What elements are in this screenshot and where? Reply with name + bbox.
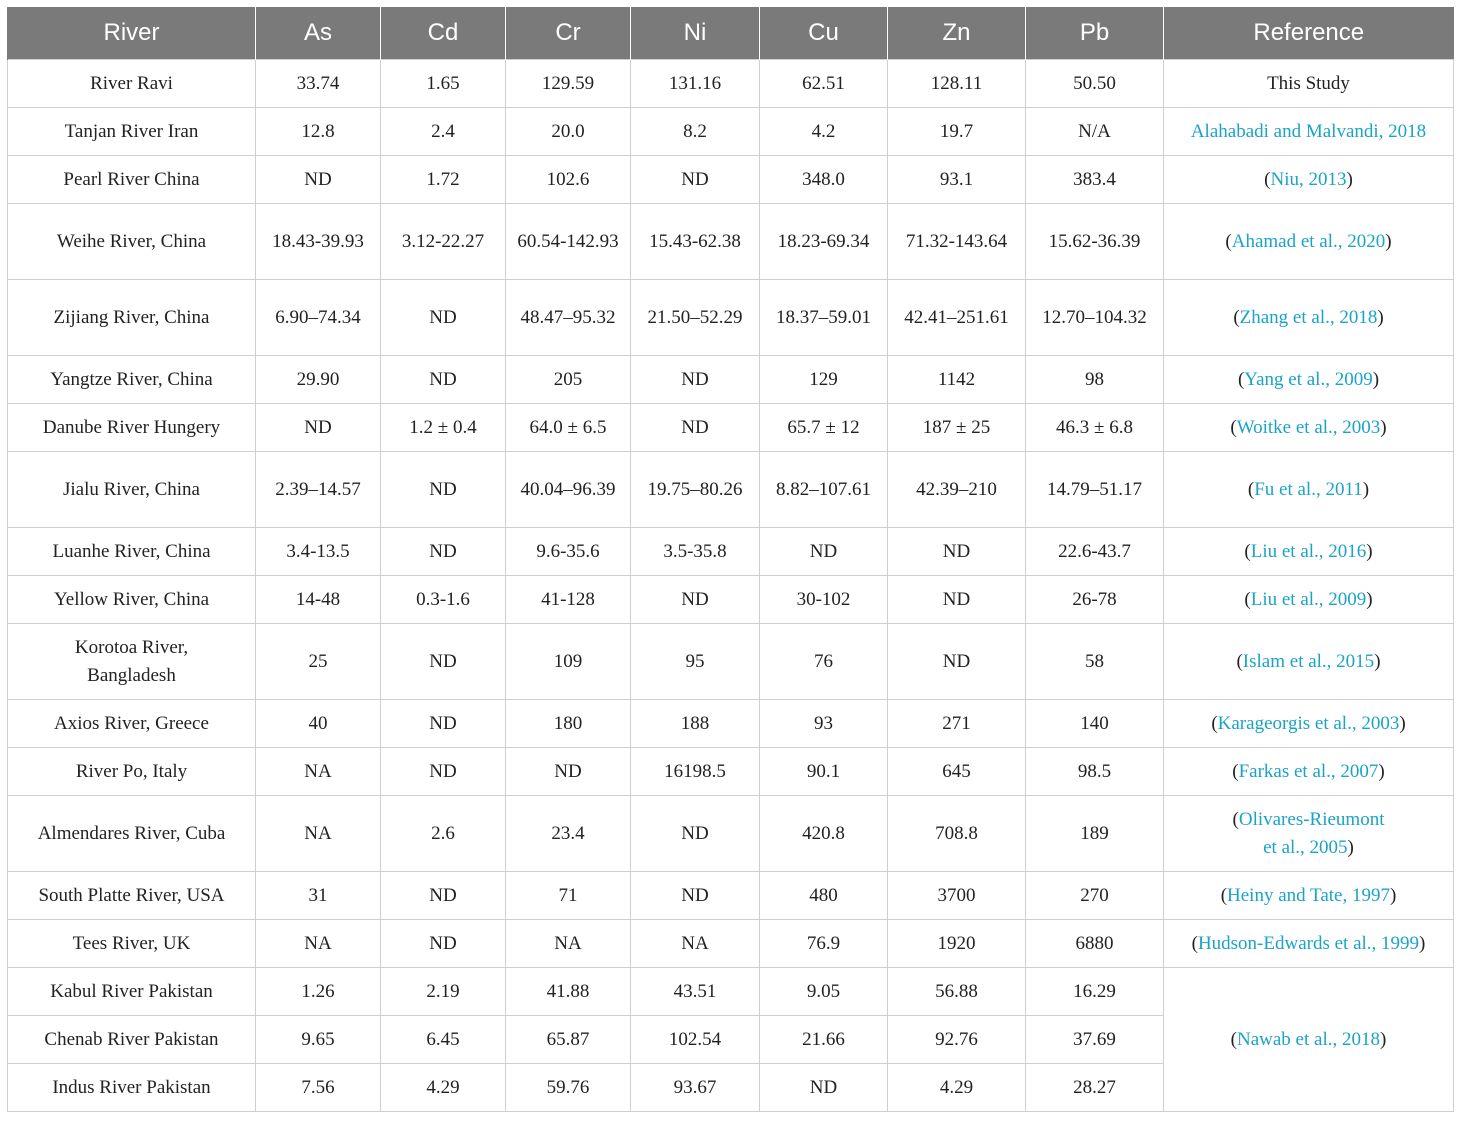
- cell-cu: 65.7 ± 12: [760, 404, 888, 452]
- cell-zn: ND: [888, 528, 1026, 576]
- table-row: [8, 404, 1454, 452]
- open-paren: (: [1232, 808, 1239, 830]
- cell-reference[interactable]: [1164, 920, 1454, 968]
- cell-cd: ND: [381, 700, 506, 748]
- cell-river: River Po, Italy: [8, 748, 256, 796]
- cell-zn: 708.8: [888, 796, 1026, 872]
- table-row: [8, 920, 1454, 968]
- cell-zn: 4.29: [888, 1064, 1026, 1112]
- cell-reference[interactable]: [1164, 968, 1454, 1112]
- cell-ni: NA: [631, 920, 760, 968]
- cell-ni: ND: [631, 156, 760, 204]
- close-paren: ): [1379, 1028, 1387, 1050]
- cell-reference[interactable]: [1164, 404, 1454, 452]
- table-row: [8, 748, 1454, 796]
- open-paren: (: [1236, 650, 1243, 672]
- cell-cr: 109: [506, 624, 631, 700]
- cell-as: 29.90: [256, 356, 381, 404]
- open-paren: (: [1244, 588, 1251, 610]
- cell-river: Axios River, Greece: [8, 700, 256, 748]
- cell-cu: 9.05: [760, 968, 888, 1016]
- open-paren: (: [1247, 478, 1255, 500]
- open-paren: (: [1264, 168, 1271, 190]
- cell-ni: 16198.5: [631, 748, 760, 796]
- citation-link[interactable]: Woitke et al., 2003: [1236, 416, 1381, 438]
- column-header-ni: Ni: [631, 7, 760, 60]
- cell-river: Pearl River China: [8, 156, 256, 204]
- cell-zn: 3700: [888, 872, 1026, 920]
- open-paren: (: [1225, 230, 1232, 252]
- open-paren: (: [1220, 884, 1228, 906]
- cell-cu: 4.2: [760, 108, 888, 156]
- cell-river: Yangtze River, China: [8, 356, 256, 404]
- open-paren: (: [1191, 932, 1198, 954]
- cell-cd: 1.65: [381, 60, 506, 108]
- cell-cr: 205: [506, 356, 631, 404]
- cell-ni: 15.43-62.38: [631, 204, 760, 280]
- cell-zn: 42.39–210: [888, 452, 1026, 528]
- cell-ni: 102.54: [631, 1016, 760, 1064]
- cell-river: Korotoa River, Bangladesh: [8, 624, 256, 700]
- cell-cr: 23.4: [506, 796, 631, 872]
- cell-as: 25: [256, 624, 381, 700]
- table-row: [8, 204, 1454, 280]
- cell-reference[interactable]: [1164, 576, 1454, 624]
- cell-as: 2.39–14.57: [256, 452, 381, 528]
- cell-cd: 3.12-22.27: [381, 204, 506, 280]
- citation-link[interactable]: Liu et al., 2009: [1250, 588, 1367, 610]
- table-row: [8, 356, 1454, 404]
- column-header-cr: Cr: [506, 7, 631, 60]
- cell-cr: 41.88: [506, 968, 631, 1016]
- cell-cr: 48.47–95.32: [506, 280, 631, 356]
- cell-cr: 41-128: [506, 576, 631, 624]
- cell-cu: 76.9: [760, 920, 888, 968]
- cell-ni: 3.5-35.8: [631, 528, 760, 576]
- close-paren: ): [1389, 884, 1397, 906]
- cell-as: 6.90–74.34: [256, 280, 381, 356]
- cell-zn: 128.11: [888, 60, 1026, 108]
- table-row: [8, 872, 1454, 920]
- close-paren: ): [1346, 168, 1353, 190]
- cell-reference[interactable]: [1164, 528, 1454, 576]
- cell-reference[interactable]: [1164, 748, 1454, 796]
- column-header-river: River: [8, 7, 256, 60]
- cell-as: 7.56: [256, 1064, 381, 1112]
- cell-cd: ND: [381, 624, 506, 700]
- cell-zn: 56.88: [888, 968, 1026, 1016]
- cell-cu: 76: [760, 624, 888, 700]
- table-row: [8, 108, 1454, 156]
- cell-reference: [1164, 60, 1454, 108]
- citation-link[interactable]: Farkas et al., 2007: [1238, 760, 1379, 782]
- cell-pb: 270: [1026, 872, 1164, 920]
- header-row: [8, 7, 1454, 60]
- column-header-zn: Zn: [888, 7, 1026, 60]
- citation-link[interactable]: Fu et al., 2011: [1254, 478, 1363, 500]
- cell-cr: 65.87: [506, 1016, 631, 1064]
- citation-link[interactable]: Islam et al., 2015: [1242, 650, 1375, 672]
- cell-reference[interactable]: [1164, 156, 1454, 204]
- citation-link[interactable]: Nawab et al., 2018: [1237, 1028, 1380, 1050]
- table-row: [8, 576, 1454, 624]
- cell-cu: 62.51: [760, 60, 888, 108]
- close-paren: ): [1366, 588, 1373, 610]
- cell-reference[interactable]: [1164, 624, 1454, 700]
- cell-as: ND: [256, 404, 381, 452]
- citation-link[interactable]: Ahamad et al., 2020: [1231, 230, 1386, 252]
- cell-cu: 90.1: [760, 748, 888, 796]
- cell-ni: 131.16: [631, 60, 760, 108]
- cell-ni: ND: [631, 796, 760, 872]
- cell-zn: 19.7: [888, 108, 1026, 156]
- cell-zn: 71.32-143.64: [888, 204, 1026, 280]
- close-paren: ): [1347, 836, 1354, 858]
- cell-river: South Platte River, USA: [8, 872, 256, 920]
- column-header-cd: Cd: [381, 7, 506, 60]
- cell-cd: ND: [381, 528, 506, 576]
- cell-cu: ND: [760, 528, 888, 576]
- cell-cd: 6.45: [381, 1016, 506, 1064]
- cell-cd: 2.6: [381, 796, 506, 872]
- table-row: [8, 452, 1454, 528]
- cell-as: ND: [256, 156, 381, 204]
- close-paren: ): [1366, 540, 1373, 562]
- cell-as: NA: [256, 920, 381, 968]
- cell-cr: 180: [506, 700, 631, 748]
- column-header-cu: Cu: [760, 7, 888, 60]
- citation-link[interactable]: Niu, 2013: [1270, 168, 1347, 190]
- reference-text: This Study: [1267, 72, 1350, 94]
- open-paren: (: [1232, 760, 1239, 782]
- cell-river: Yellow River, China: [8, 576, 256, 624]
- citation-link[interactable]: Hudson-Edwards et al., 1999: [1197, 932, 1420, 954]
- cell-as: NA: [256, 796, 381, 872]
- cell-pb: N/A: [1026, 108, 1164, 156]
- river-heavy-metals-table: [7, 7, 1454, 1112]
- cell-zn: 93.1: [888, 156, 1026, 204]
- cell-pb: 12.70–104.32: [1026, 280, 1164, 356]
- cell-as: 1.26: [256, 968, 381, 1016]
- cell-cu: 480: [760, 872, 888, 920]
- open-paren: (: [1244, 540, 1251, 562]
- cell-zn: 42.41–251.61: [888, 280, 1026, 356]
- citation-link[interactable]: Liu et al., 2016: [1250, 540, 1367, 562]
- cell-ni: 19.75–80.26: [631, 452, 760, 528]
- cell-pb: 26-78: [1026, 576, 1164, 624]
- cell-zn: 645: [888, 748, 1026, 796]
- cell-ni: 43.51: [631, 968, 760, 1016]
- open-paren: (: [1211, 712, 1218, 734]
- cell-as: 9.65: [256, 1016, 381, 1064]
- open-paren: (: [1233, 306, 1240, 328]
- cell-river: River Ravi: [8, 60, 256, 108]
- cell-cu: 420.8: [760, 796, 888, 872]
- cell-pb: 98.5: [1026, 748, 1164, 796]
- citation-link[interactable]: Alahabadi and Malvandi, 2018: [1190, 120, 1427, 142]
- cell-cr: 9.6-35.6: [506, 528, 631, 576]
- cell-cu: ND: [760, 1064, 888, 1112]
- cell-pb: 6880: [1026, 920, 1164, 968]
- cell-cr: 60.54-142.93: [506, 204, 631, 280]
- cell-cu: 21.66: [760, 1016, 888, 1064]
- table-row: [8, 528, 1454, 576]
- cell-reference[interactable]: [1164, 872, 1454, 920]
- cell-pb: 16.29: [1026, 968, 1164, 1016]
- close-paren: ): [1374, 650, 1381, 672]
- cell-cr: ND: [506, 748, 631, 796]
- cell-zn: 1920: [888, 920, 1026, 968]
- open-paren: (: [1237, 368, 1245, 390]
- cell-as: 33.74: [256, 60, 381, 108]
- table-row: [8, 968, 1454, 1016]
- table-row: [8, 60, 1454, 108]
- cell-zn: 92.76: [888, 1016, 1026, 1064]
- close-paren: ): [1380, 416, 1387, 438]
- table-row: [8, 156, 1454, 204]
- cell-cr: NA: [506, 920, 631, 968]
- cell-river: Weihe River, China: [8, 204, 256, 280]
- citation-link[interactable]: Heiny and Tate, 1997: [1227, 884, 1390, 906]
- cell-cr: 64.0 ± 6.5: [506, 404, 631, 452]
- cell-pb: 58: [1026, 624, 1164, 700]
- cell-pb: 14.79–51.17: [1026, 452, 1164, 528]
- cell-cu: 129: [760, 356, 888, 404]
- close-paren: ): [1372, 368, 1380, 390]
- cell-river: Tees River, UK: [8, 920, 256, 968]
- cell-pb: 22.6-43.7: [1026, 528, 1164, 576]
- cell-river: Chenab River Pakistan: [8, 1016, 256, 1064]
- cell-zn: ND: [888, 624, 1026, 700]
- cell-ni: ND: [631, 356, 760, 404]
- cell-zn: 187 ± 25: [888, 404, 1026, 452]
- cell-cd: 1.72: [381, 156, 506, 204]
- table-row: [8, 796, 1454, 872]
- cell-river: Danube River Hungery: [8, 404, 256, 452]
- cell-cd: ND: [381, 748, 506, 796]
- table-row: [8, 280, 1454, 356]
- cell-pb: 383.4: [1026, 156, 1164, 204]
- cell-cr: 102.6: [506, 156, 631, 204]
- cell-ni: 95: [631, 624, 760, 700]
- close-paren: ): [1378, 760, 1385, 782]
- cell-river: Zijiang River, China: [8, 280, 256, 356]
- cell-ni: ND: [631, 872, 760, 920]
- cell-ni: 188: [631, 700, 760, 748]
- cell-reference[interactable]: [1164, 280, 1454, 356]
- cell-as: NA: [256, 748, 381, 796]
- cell-reference[interactable]: [1164, 452, 1454, 528]
- cell-cd: ND: [381, 920, 506, 968]
- cell-river: Jialu River, China: [8, 452, 256, 528]
- cell-pb: 37.69: [1026, 1016, 1164, 1064]
- cell-cd: 2.19: [381, 968, 506, 1016]
- cell-river: Luanhe River, China: [8, 528, 256, 576]
- cell-cr: 71: [506, 872, 631, 920]
- cell-cd: 4.29: [381, 1064, 506, 1112]
- cell-reference[interactable]: [1164, 700, 1454, 748]
- cell-pb: 189: [1026, 796, 1164, 872]
- cell-cd: 2.4: [381, 108, 506, 156]
- cell-cd: 0.3-1.6: [381, 576, 506, 624]
- column-header-pb: Pb: [1026, 7, 1164, 60]
- cell-as: 40: [256, 700, 381, 748]
- cell-as: 12.8: [256, 108, 381, 156]
- cell-pb: 46.3 ± 6.8: [1026, 404, 1164, 452]
- cell-cd: ND: [381, 872, 506, 920]
- close-paren: ): [1362, 478, 1370, 500]
- cell-as: 31: [256, 872, 381, 920]
- cell-cu: 18.23-69.34: [760, 204, 888, 280]
- cell-reference[interactable]: [1164, 796, 1454, 872]
- cell-cr: 129.59: [506, 60, 631, 108]
- close-paren: ): [1399, 712, 1406, 734]
- cell-ni: ND: [631, 576, 760, 624]
- cell-cd: ND: [381, 452, 506, 528]
- cell-zn: 271: [888, 700, 1026, 748]
- cell-ni: 93.67: [631, 1064, 760, 1112]
- cell-pb: 28.27: [1026, 1064, 1164, 1112]
- table-row: [8, 624, 1454, 700]
- close-paren: ): [1385, 230, 1392, 252]
- cell-river: Indus River Pakistan: [8, 1064, 256, 1112]
- cell-cr: 59.76: [506, 1064, 631, 1112]
- cell-as: 3.4-13.5: [256, 528, 381, 576]
- cell-as: 18.43-39.93: [256, 204, 381, 280]
- citation-link[interactable]: Olivares-Rieumont et al., 2005: [1238, 808, 1385, 858]
- column-header-reference: Reference: [1164, 7, 1454, 60]
- open-paren: (: [1230, 1028, 1237, 1050]
- cell-cr: 20.0: [506, 108, 631, 156]
- cell-as: 14-48: [256, 576, 381, 624]
- cell-cu: 8.82–107.61: [760, 452, 888, 528]
- cell-ni: 8.2: [631, 108, 760, 156]
- cell-zn: ND: [888, 576, 1026, 624]
- citation-link[interactable]: Zhang et al., 2018: [1239, 306, 1378, 328]
- cell-cr: 40.04–96.39: [506, 452, 631, 528]
- cell-reference[interactable]: [1164, 356, 1454, 404]
- cell-ni: 21.50–52.29: [631, 280, 760, 356]
- citation-link[interactable]: Karageorgis et al., 2003: [1217, 712, 1400, 734]
- cell-cd: ND: [381, 356, 506, 404]
- cell-reference[interactable]: [1164, 108, 1454, 156]
- close-paren: ): [1377, 306, 1384, 328]
- cell-river: Kabul River Pakistan: [8, 968, 256, 1016]
- cell-cu: 93: [760, 700, 888, 748]
- open-paren: (: [1230, 416, 1237, 438]
- table-row: [8, 700, 1454, 748]
- cell-river: Almendares River, Cuba: [8, 796, 256, 872]
- cell-pb: 140: [1026, 700, 1164, 748]
- column-header-as: As: [256, 7, 381, 60]
- cell-pb: 50.50: [1026, 60, 1164, 108]
- citation-link[interactable]: Yang et al., 2009: [1244, 368, 1373, 390]
- cell-pb: 15.62-36.39: [1026, 204, 1164, 280]
- close-paren: ): [1419, 932, 1426, 954]
- cell-cu: 348.0: [760, 156, 888, 204]
- cell-cd: 1.2 ± 0.4: [381, 404, 506, 452]
- cell-cd: ND: [381, 280, 506, 356]
- cell-pb: 98: [1026, 356, 1164, 404]
- cell-zn: 1142: [888, 356, 1026, 404]
- cell-cu: 18.37–59.01: [760, 280, 888, 356]
- cell-reference[interactable]: [1164, 204, 1454, 280]
- cell-ni: ND: [631, 404, 760, 452]
- cell-river: Tanjan River Iran: [8, 108, 256, 156]
- cell-cu: 30-102: [760, 576, 888, 624]
